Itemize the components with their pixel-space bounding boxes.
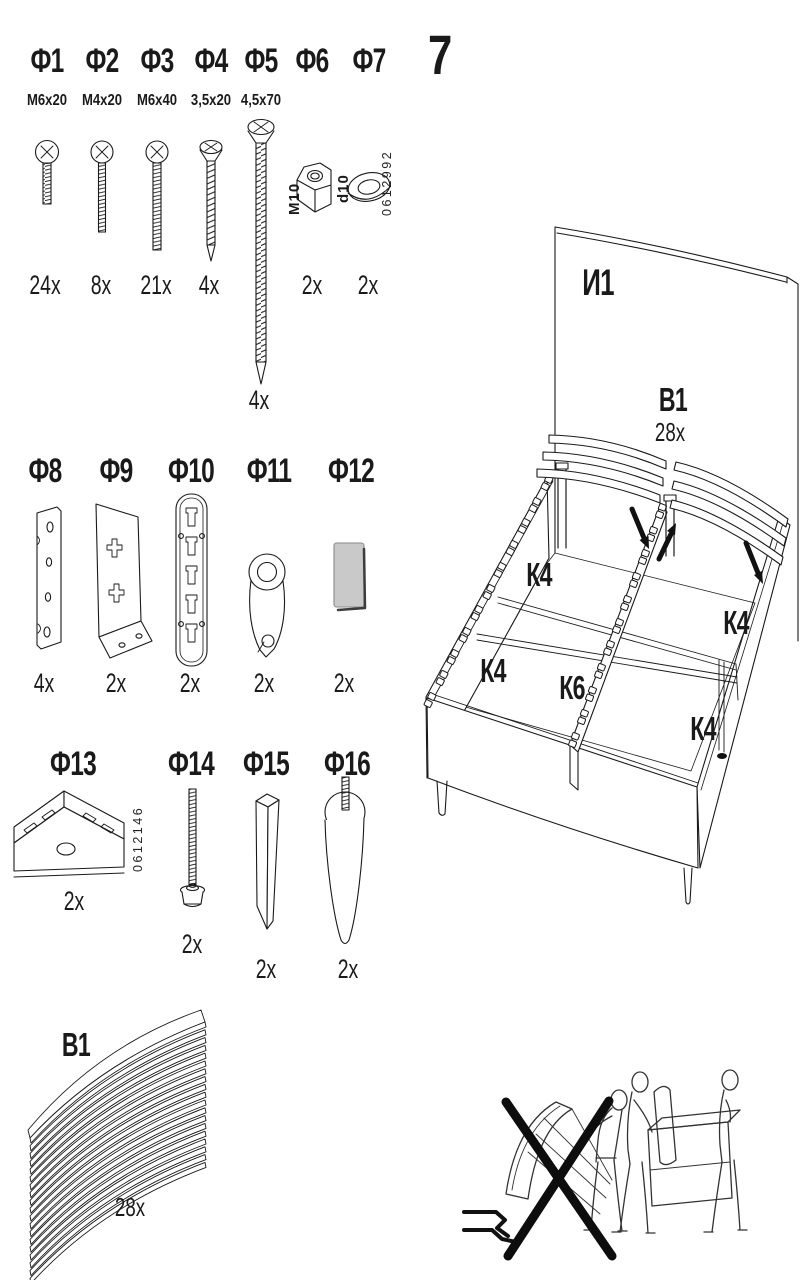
part-label-f8: Ф8 [28, 452, 62, 490]
pad-icon-f12 [334, 543, 365, 610]
part-label-f14: Ф14 [168, 745, 214, 783]
page-number: 7 [428, 23, 453, 86]
part-size-f2: M4x20 [81, 92, 123, 109]
part-qty-f1: 24x [29, 270, 61, 300]
slat-holder-plate-icon-f10 [176, 494, 207, 666]
bed-slats-label: В1 [658, 381, 688, 418]
side-rail-label-4: К4 [690, 710, 716, 747]
part-label-f11: Ф11 [246, 452, 292, 490]
side-rail-label-1: К4 [526, 556, 552, 593]
corner-plate-icon-f13 [14, 791, 124, 877]
part-qty-f8: 4x [33, 668, 55, 698]
threaded-foot-icon-f14 [181, 789, 205, 907]
part-qty-f5: 4x [248, 385, 270, 415]
square-leg-icon-f15 [256, 794, 279, 929]
tab-fitting-icon-f11 [249, 554, 285, 657]
part-label-f13: Ф13 [50, 745, 96, 783]
nut-marking: M10 [286, 182, 303, 215]
part-qty-f15: 2x [255, 954, 277, 984]
part-label-f1: Ф1 [30, 42, 64, 80]
part-qty-f9: 2x [105, 668, 127, 698]
center-rail-label: К6 [559, 669, 585, 706]
wood-screw-icon-f5 [248, 120, 274, 385]
part-label-f16: Ф16 [324, 745, 370, 783]
flat-bracket-icon-f8 [37, 507, 61, 649]
part-size-f3: M6x40 [136, 92, 178, 109]
part-qty-f10: 2x [179, 668, 201, 698]
machine-screw-icon-f3 [146, 141, 168, 250]
corner-plate-code: 0612146 [131, 805, 145, 872]
corner-bracket-icon-f9 [96, 504, 152, 658]
part-label-f5: Ф5 [244, 42, 278, 80]
part-label-f10: Ф10 [168, 452, 214, 490]
slat-stack-drawing [28, 1010, 206, 1280]
part-label-f2: Ф2 [85, 42, 119, 80]
bed-slats-qty: 28x [654, 417, 686, 447]
part-size-f5: 4,5x70 [240, 92, 282, 109]
part-size-f1: M6x20 [26, 92, 68, 109]
part-qty-f16: 2x [337, 954, 359, 984]
washer-marking: d10 [335, 174, 352, 203]
part-qty-f7: 2x [357, 270, 379, 300]
part-label-f3: Ф3 [140, 42, 174, 80]
part-label-f4: Ф4 [194, 42, 228, 80]
part-qty-f3: 21x [140, 270, 172, 300]
part-label-f7: Ф7 [352, 42, 386, 80]
carry-warning-drawing [464, 1070, 747, 1256]
machine-screw-icon-f2 [91, 141, 113, 232]
part-label-f12: Ф12 [328, 452, 374, 490]
part-qty-f14: 2x [181, 929, 203, 959]
part-label-f15: Ф15 [243, 745, 289, 783]
part-label-f6: Ф6 [295, 42, 329, 80]
part-qty-f13: 2x [63, 886, 85, 916]
side-rail-label-2: К4 [723, 604, 749, 641]
round-leg-icon-f16 [325, 777, 365, 944]
washer-code: 0612992 [380, 149, 394, 216]
slat-stack-label: В1 [61, 1026, 91, 1063]
bed-assembly-drawing [424, 227, 798, 904]
part-qty-f2: 8x [90, 270, 112, 300]
part-qty-f4: 4x [198, 270, 220, 300]
part-qty-f6: 2x [301, 270, 323, 300]
part-qty-f12: 2x [333, 668, 355, 698]
part-qty-f11: 2x [253, 668, 275, 698]
wood-screw-icon-f4 [200, 141, 222, 262]
headboard-label: И1 [582, 262, 614, 303]
side-rail-label-3: К4 [480, 652, 506, 689]
slat-stack-qty: 28x [114, 1192, 146, 1222]
machine-screw-icon-f1 [36, 141, 59, 205]
part-label-f9: Ф9 [99, 452, 133, 490]
part-size-f4: 3,5x20 [190, 92, 232, 109]
